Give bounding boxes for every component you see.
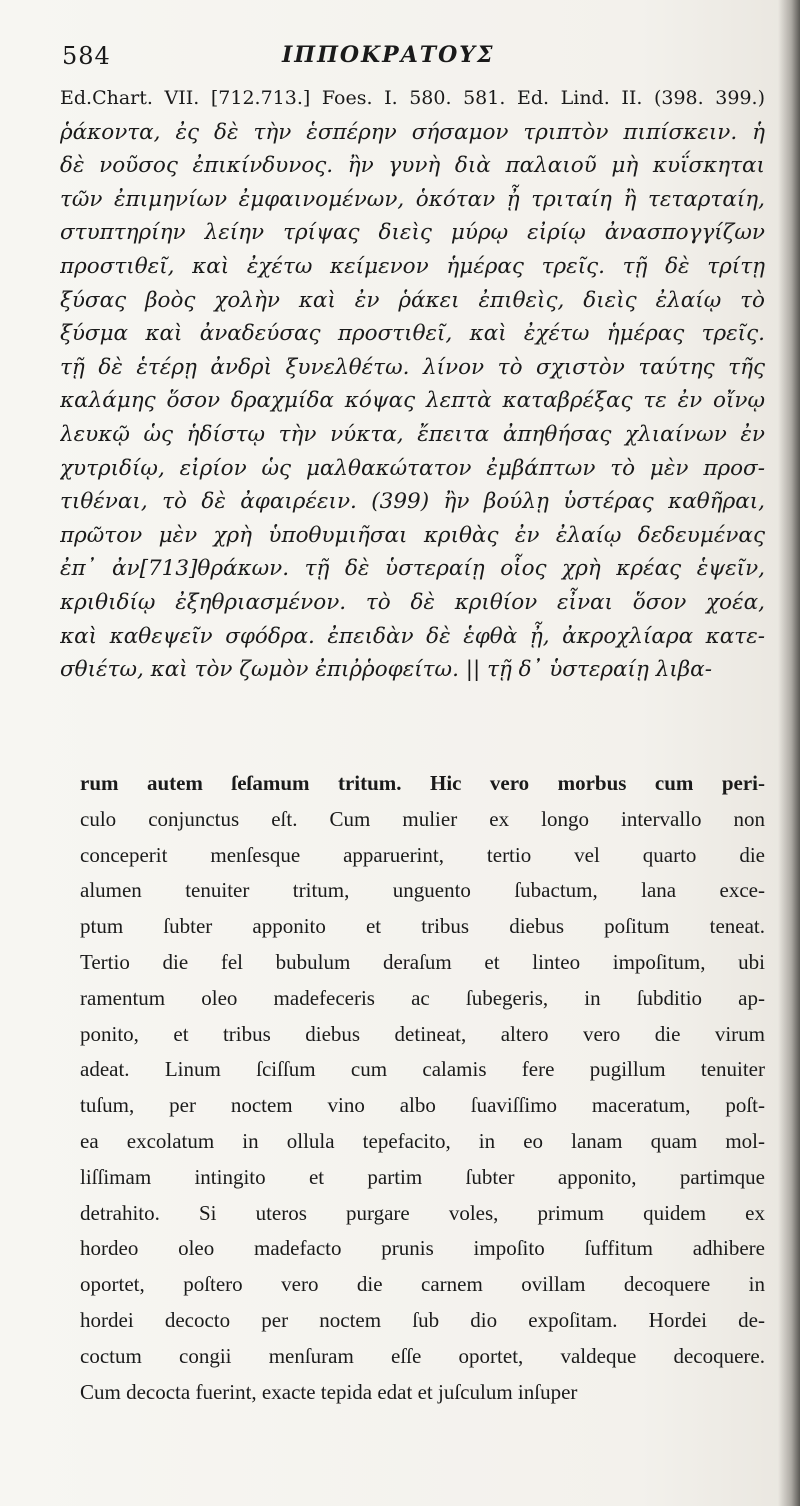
- greek-line: στυπτηρίην λείην τρίψας διεὶς μύρῳ εἰρίῳ ἀνασπογγίζων: [60, 220, 765, 246]
- page-number: 584: [62, 42, 111, 70]
- running-title: ΙΠΠΟΚΡΑΤΟΥΣ: [282, 42, 495, 68]
- latin-line: hordei decocto per noctem ſub dio expoſitam. Hordei de-: [80, 1307, 765, 1332]
- latin-line: detrahito. Si uteros purgare voles, primum quidem ex: [80, 1200, 765, 1225]
- latin-line: Tertio die fel bubulum deraſum et linteo impoſitum, ubi: [80, 949, 765, 974]
- greek-line: τιθέναι, τὸ δὲ ἀφαιρέειν. (399) ἢν βούλῃ ὑστέρας καθῆραι,: [60, 489, 765, 515]
- latin-line: rum autem ſeſamum tritum. Hic vero morbus cum peri-: [80, 771, 765, 795]
- greek-line: ῥάκοντα, ἐς δὲ τὴν ἑσπέρην σήσαμον τριπτὸν πιπίσκειν. ἡ: [60, 119, 765, 145]
- latin-line: tuſum, per noctem vino albo ſuaviſſimo maceratum, poſt-: [80, 1093, 765, 1118]
- latin-line: ramentum oleo madefeceris ac ſubegeris, in ſubditio ap-: [80, 985, 765, 1010]
- greek-line: λευκῷ ὡς ἡδίστῳ τὴν νύκτα, ἔπειτα ἀπηθήσας χλιαίνων ἐν: [60, 421, 765, 447]
- greek-line: δὲ νοῦσος ἐπικίνδυνος. ἢν γυνὴ διὰ παλαιοῦ μὴ κυΐσκηται: [60, 153, 765, 179]
- latin-text-block: [80, 766, 765, 1410]
- greek-line: προστιθεῖ, καὶ ἐχέτω κείμενον ἡμέρας τρεῖς. τῇ δὲ τρίτῃ: [60, 253, 765, 279]
- latin-line: adeat. Linum ſciſſum cum calamis fere pugillum tenuiter: [80, 1057, 765, 1082]
- greek-line: κριθιδίῳ ἐξηθριασμένον. τὸ δὲ κριθίον εἶναι ὅσον χοέα,: [60, 589, 765, 615]
- latin-line: conceperit menſesque apparuerint, tertio vel quarto die: [80, 842, 765, 867]
- greek-line: τῇ δὲ ἑτέρῃ ἀνδρὶ ξυνελθέτω. λίνον τὸ σχιστὸν ταύτης τῆς: [60, 354, 765, 380]
- greek-text-block: [60, 82, 765, 687]
- latin-line: coctum congii menſuram eſſe oportet, valdeque decoquere.: [80, 1343, 765, 1368]
- greek-line: καὶ καθεψεῖν σφόδρα. ἐπειδὰν δὲ ἑφθὰ ᾖ, ἀκροχλίαρα κατε-: [60, 623, 765, 649]
- page-header: [62, 38, 762, 78]
- greek-line: ξύσμα καὶ ἀναδεύσας προστιθεῖ, καὶ ἐχέτω ἡμέρας τρεῖς.: [60, 321, 765, 347]
- latin-line: ponito, et tribus diebus detineat, altero vero die virum: [80, 1021, 765, 1046]
- latin-line: ea excolatum in ollula tepefacito, in eo lanam quam mol-: [80, 1128, 765, 1153]
- page-gutter-shadow: [778, 0, 800, 1506]
- greek-line: τῶν ἐπιμηνίων ἐμφαινομένων, ὁκόταν ᾖ τριταίη ἢ τεταρταίη,: [60, 186, 765, 212]
- greek-line: σθιέτω, καὶ τὸν ζωμὸν ἐπιῤῥοφείτω. || τῇ δ᾽ ὑστεραίῃ λιβα-: [60, 657, 712, 683]
- greek-line: χυτριδίῳ, εἰρίον ὡς μαλθακώτατον ἐμβάπτων τὸ μὲν προσ-: [60, 455, 765, 481]
- latin-line: alumen tenuiter tritum, unguento ſubactum, lana exce-: [80, 878, 765, 903]
- greek-line: καλάμης ὅσον δραχμίδα κόψας λεπτὰ καταβρέξας τε ἐν οἴνῳ: [60, 388, 765, 414]
- greek-line: ξύσας βοὸς χολὴν καὶ ἐν ῥάκει ἐπιθεὶς, διεὶς ἐλαίῳ τὸ: [60, 287, 765, 313]
- latin-line: hordeo oleo madefacto prunis impoſito ſuffitum adhibere: [80, 1236, 765, 1261]
- latin-line: liſſimam intingito et partim ſubter apponito, partimque: [80, 1164, 765, 1189]
- latin-line: culo conjunctus eſt. Cum mulier ex longo intervallo non: [80, 806, 765, 831]
- latin-line: Cum decocta fuerint, exacte tepida edat et juſculum inſuper: [80, 1379, 578, 1404]
- latin-line: ptum ſubter apponito et tribus diebus poſitum teneat.: [80, 914, 765, 939]
- greek-line: πρῶτον μὲν χρὴ ὑποθυμιῆσαι κριθὰς ἐν ἐλαίῳ δεδευμένας: [60, 522, 765, 548]
- edition-reference-line: Ed.Chart. VII. [712.713.] Foes. I. 580. 581. Ed. Lind. II. (398. 399.): [60, 87, 765, 109]
- greek-line: ἐπ᾽ ἀν[713]θράκων. τῇ δὲ ὑστεραίῃ οἷος χρὴ κρέας ἑψεῖν,: [60, 556, 765, 582]
- latin-line: oportet, poſtero vero die carnem ovillam decoquere in: [80, 1272, 765, 1297]
